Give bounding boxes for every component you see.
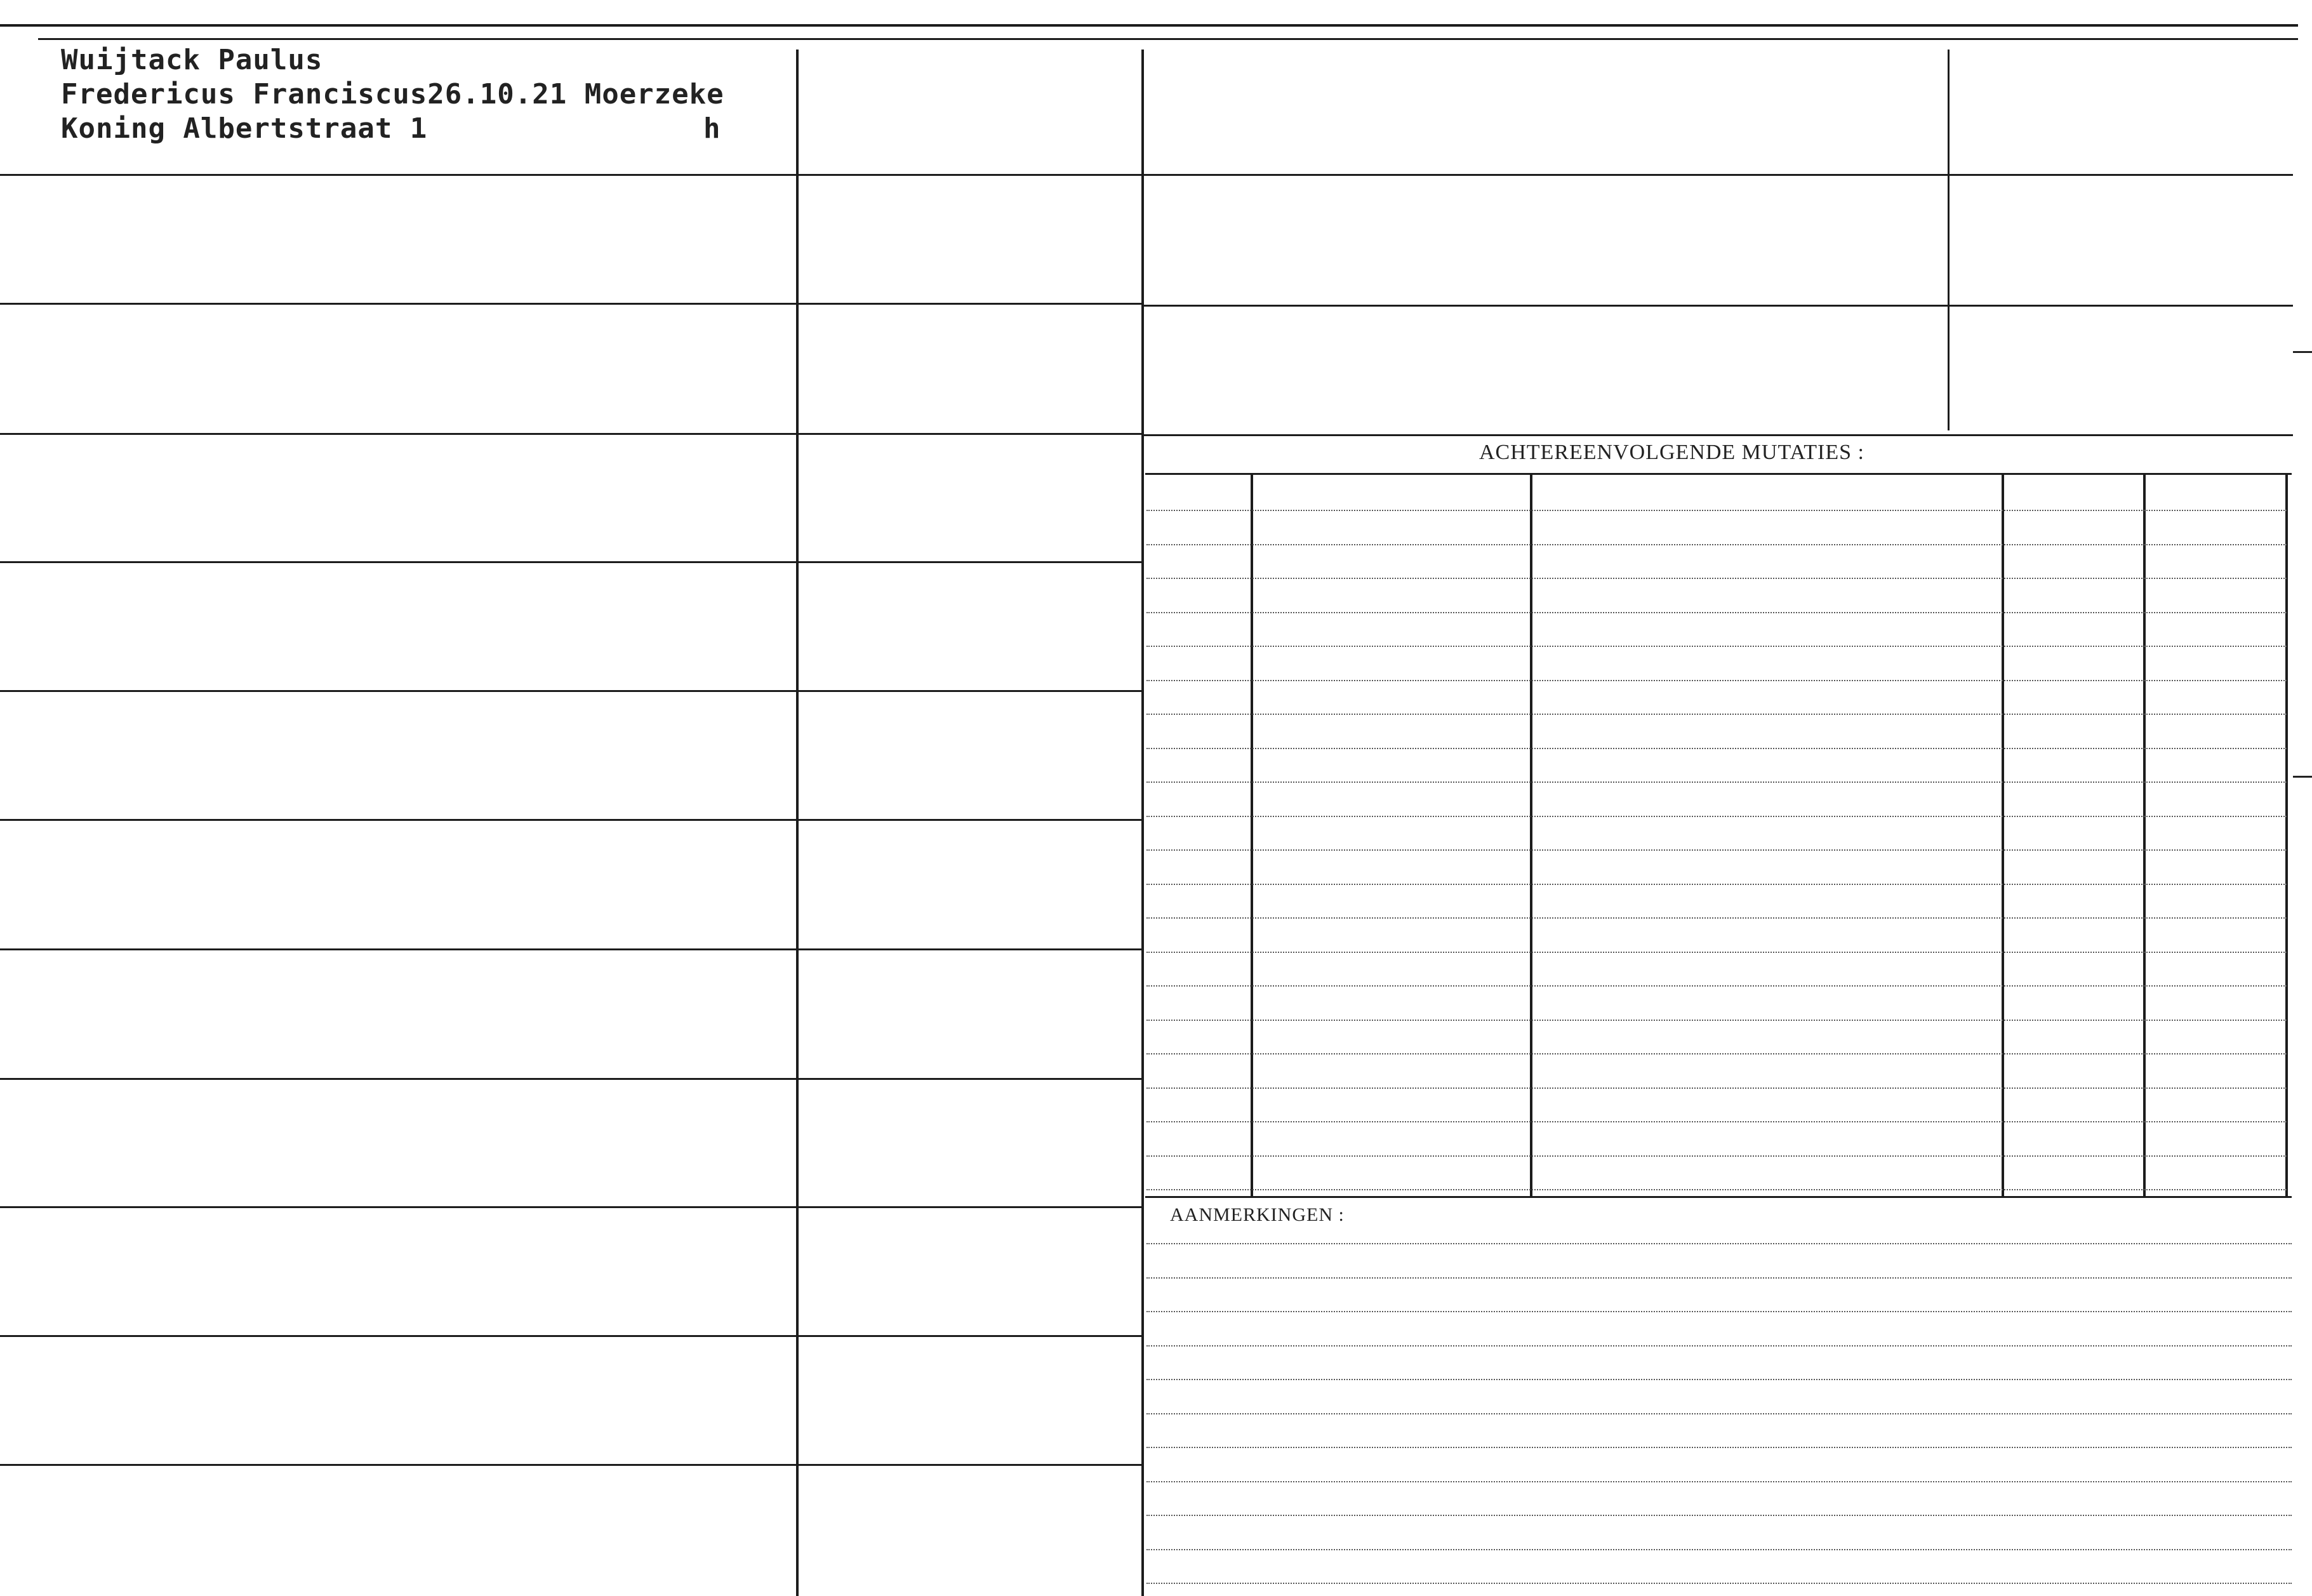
row-line bbox=[0, 819, 1143, 821]
mutation-row-line bbox=[1146, 1121, 2287, 1122]
record-mark: h bbox=[703, 112, 721, 145]
row-line bbox=[0, 561, 1143, 563]
remark-row-line bbox=[1146, 1413, 2292, 1414]
edge-mark bbox=[2293, 776, 2312, 778]
remark-row-line bbox=[1146, 1277, 2292, 1279]
mutation-row-line bbox=[1146, 917, 2287, 919]
mutation-row-line bbox=[1146, 1087, 2287, 1089]
remark-row-line bbox=[1146, 1447, 2292, 1448]
mutation-row-line bbox=[1146, 578, 2287, 579]
record-line-3: Koning Albertstraat 1 bbox=[61, 112, 428, 145]
row-line bbox=[0, 1464, 1143, 1466]
mutation-row-line bbox=[1146, 646, 2287, 647]
right-row-line bbox=[1143, 305, 2293, 307]
mutation-row-line bbox=[1146, 680, 2287, 681]
row-line bbox=[0, 1335, 1143, 1337]
mutation-row-line bbox=[1146, 714, 2287, 715]
remark-row-line bbox=[1146, 1481, 2292, 1482]
row-line bbox=[0, 948, 1143, 950]
mutation-row-line bbox=[1146, 1155, 2287, 1157]
row-line bbox=[0, 1078, 1143, 1080]
mutation-row-line bbox=[1146, 816, 2287, 817]
remark-row-line bbox=[1146, 1311, 2292, 1312]
column-divider-1 bbox=[796, 50, 799, 1596]
top-border-upper bbox=[38, 38, 2298, 40]
mutation-row-line bbox=[1146, 1053, 2287, 1054]
mutation-row-line bbox=[1146, 1189, 2287, 1190]
row-line bbox=[0, 433, 1143, 435]
mutation-row-line bbox=[1146, 985, 2287, 987]
remarks-heading: AANMERKINGEN : bbox=[1170, 1204, 1345, 1225]
mutation-row-line bbox=[1146, 510, 2287, 511]
row-line bbox=[0, 1206, 1143, 1208]
edge-mark bbox=[2293, 351, 2312, 353]
top-border bbox=[0, 24, 2298, 27]
mutation-row-line bbox=[1146, 849, 2287, 851]
record-line-1: Wuijtack Paulus bbox=[61, 44, 323, 76]
row-line bbox=[0, 690, 1143, 692]
mutation-row-line bbox=[1146, 781, 2287, 783]
right-row-line bbox=[1143, 174, 2293, 176]
mutation-row-line bbox=[1146, 544, 2287, 545]
column-divider-2 bbox=[1141, 50, 1144, 1596]
column-divider-3 bbox=[1948, 50, 1950, 430]
remark-row-line bbox=[1146, 1515, 2292, 1516]
row-line bbox=[0, 174, 1143, 176]
mutation-row-line bbox=[1146, 952, 2287, 953]
mutation-row-line bbox=[1146, 884, 2287, 885]
mutations-top-line bbox=[1145, 473, 2292, 475]
mutation-row-line bbox=[1146, 612, 2287, 613]
remark-row-line bbox=[1146, 1243, 2292, 1244]
mutations-bottom-line bbox=[1145, 1196, 2292, 1198]
remark-row-line bbox=[1146, 1345, 2292, 1347]
mutations-heading: ACHTEREENVOLGENDE MUTATIES : bbox=[1479, 441, 1864, 464]
row-line bbox=[0, 303, 1143, 305]
mutation-row-line bbox=[1146, 748, 2287, 749]
right-row-line bbox=[1143, 434, 2293, 436]
remark-row-line bbox=[1146, 1583, 2292, 1584]
mutation-row-line bbox=[1146, 1020, 2287, 1021]
remark-row-line bbox=[1146, 1379, 2292, 1380]
remark-row-line bbox=[1146, 1549, 2292, 1550]
record-line-2: Fredericus Franciscus26.10.21 Moerzeke bbox=[61, 78, 724, 110]
